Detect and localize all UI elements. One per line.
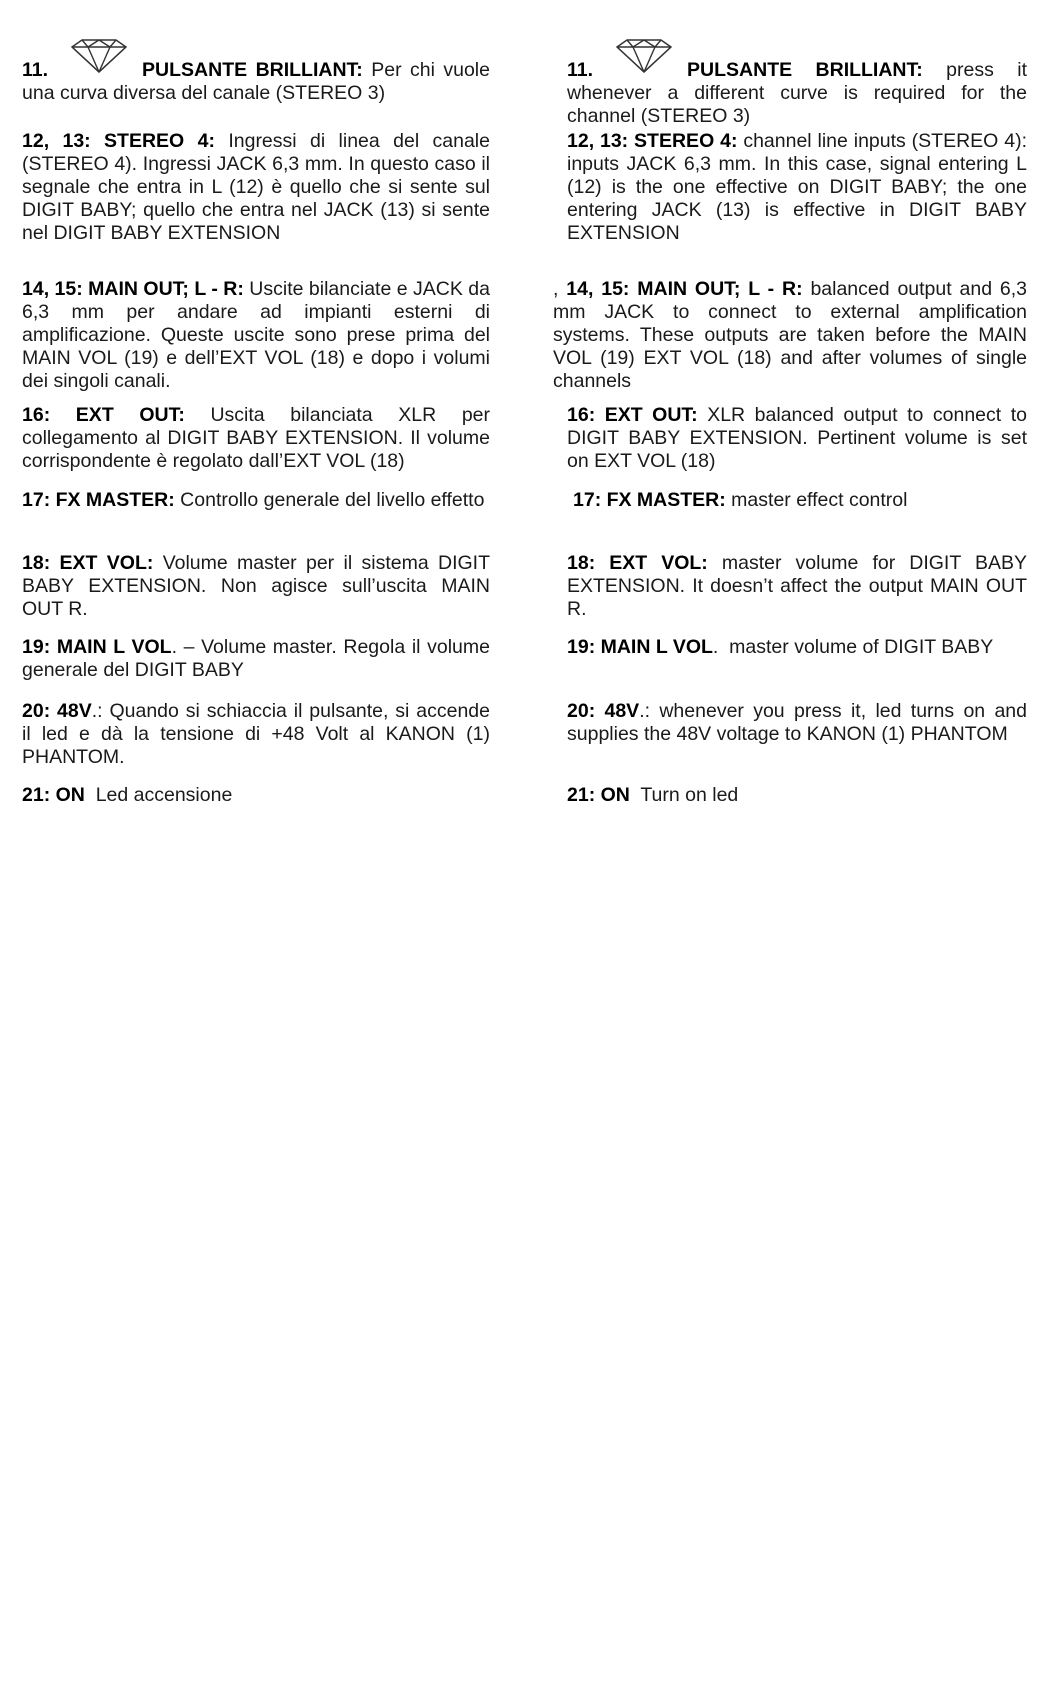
en-item-19 xyxy=(567,636,1027,659)
it-item-11 xyxy=(22,46,490,105)
it-item-21 xyxy=(22,784,490,807)
en-item-20 xyxy=(567,700,1027,746)
item-text: press it whenever a different curve is required for the channel (STEREO 3) xyxy=(567,59,1027,127)
item-text: Turn on led xyxy=(629,784,739,806)
item-text: balanced output and 6,3 mm JACK to connect to external amplification systems. These outputs are taken before the MAIN VOL (19) EXT VOL (18) and after volumes of single channels xyxy=(553,278,1027,392)
item-text: Volume master per il sistema DIGIT BABY EXTENSION. Non agisce sull’uscita MAIN OUT R. xyxy=(22,552,491,620)
item-text: Led accensione xyxy=(84,784,233,806)
item-text: Uscite bilanciate e JACK da 6,3 mm per andare ad impianti esterni di amplificazione. Queste uscite sono prese prima del MAIN VOL (19) e dell’EXT VOL (18) e dopo i volumi dei singoli canali. xyxy=(22,278,490,392)
en-item-17 xyxy=(573,489,1033,512)
item-text: .: Quando si schiaccia il pulsante, si accende il led e dà la tensione di +48 Volt al KANON (1) PHANTOM. xyxy=(22,700,490,768)
item-label: 16: EXT OUT: xyxy=(567,404,698,426)
en-item-12-13 xyxy=(567,130,1027,245)
item-text: . – Volume master. Regola il volume generale del DIGIT BABY xyxy=(22,636,490,681)
item-text: channel line inputs (STEREO 4): inputs JACK 6,3 mm. In this case, signal entering L (12) is the one effective on DIGIT BABY; the one entering JACK (13) is effective in DIGIT BABY EXTENSION xyxy=(567,130,1027,244)
item-number: 11. xyxy=(567,59,594,81)
item-prefix: , xyxy=(553,278,567,300)
diamond-icon xyxy=(68,38,130,74)
en-item-18 xyxy=(567,552,1027,621)
item-label: 19: MAIN L VOL xyxy=(567,636,713,658)
en-item-11 xyxy=(567,46,1027,128)
item-label: PULSANTE BRILLIANT: xyxy=(142,59,363,81)
item-text: master effect control xyxy=(725,489,908,511)
item-text: master volume for DIGIT BABY EXTENSION. It doesn’t affect the output MAIN OUT R. xyxy=(567,552,1027,620)
item-label: 14, 15: MAIN OUT; L - R: xyxy=(566,278,803,300)
item-label: PULSANTE BRILLIANT: xyxy=(687,59,923,81)
item-text: Uscita bilanciata XLR per collegamento al DIGIT BABY EXTENSION. Il volume corrispondente è regolato dall’EXT VOL (18) xyxy=(22,404,491,472)
item-label: 19: MAIN L VOL xyxy=(22,636,172,658)
it-item-18 xyxy=(22,552,490,621)
en-item-14-15 xyxy=(553,278,1027,393)
it-item-16 xyxy=(22,404,490,473)
it-item-19 xyxy=(22,636,490,682)
item-text: Controllo generale del livello effetto xyxy=(174,489,485,511)
item-text: Ingressi di linea del canale (STEREO 4). Ingressi JACK 6,3 mm. In questo caso il segnale che entra in L (12) è quello che si sente sul DIGIT BABY; quello che entra nel JACK (13) si sente nel DIGIT BABY EXTENSION xyxy=(22,130,490,244)
item-label: 20: 48V xyxy=(567,700,640,722)
item-label: 17: FX MASTER: xyxy=(22,489,175,511)
diamond-icon xyxy=(613,38,675,74)
item-label: 21: ON xyxy=(567,784,630,806)
item-label: 14, 15: MAIN OUT; L - R: xyxy=(22,278,244,300)
item-label: 21: ON xyxy=(22,784,85,806)
it-item-17 xyxy=(22,489,490,512)
item-text: XLR balanced output to connect to DIGIT BABY EXTENSION. Pertinent volume is set on EXT VOL (18) xyxy=(567,404,1027,472)
item-text: . master volume of DIGIT BABY xyxy=(712,636,994,658)
item-text: .: whenever you press it, led turns on and supplies the 48V voltage to KANON (1) PHANTOM xyxy=(567,700,1027,745)
item-label: 17: FX MASTER: xyxy=(573,489,726,511)
item-label: 12, 13: STEREO 4: xyxy=(567,130,738,152)
item-label: 16: EXT OUT: xyxy=(22,404,185,426)
it-item-20 xyxy=(22,700,490,769)
item-label: 18: EXT VOL: xyxy=(22,552,154,574)
item-label: 18: EXT VOL: xyxy=(567,552,708,574)
en-item-21 xyxy=(567,784,1027,807)
it-item-12-13 xyxy=(22,130,490,245)
item-number: 11. xyxy=(22,59,49,81)
it-item-14-15 xyxy=(22,278,490,393)
item-label: 12, 13: STEREO 4: xyxy=(22,130,215,152)
item-label: 20: 48V xyxy=(22,700,92,722)
en-item-16 xyxy=(567,404,1027,473)
item-text: Per chi vuole una curva diversa del canale (STEREO 3) xyxy=(22,59,490,104)
